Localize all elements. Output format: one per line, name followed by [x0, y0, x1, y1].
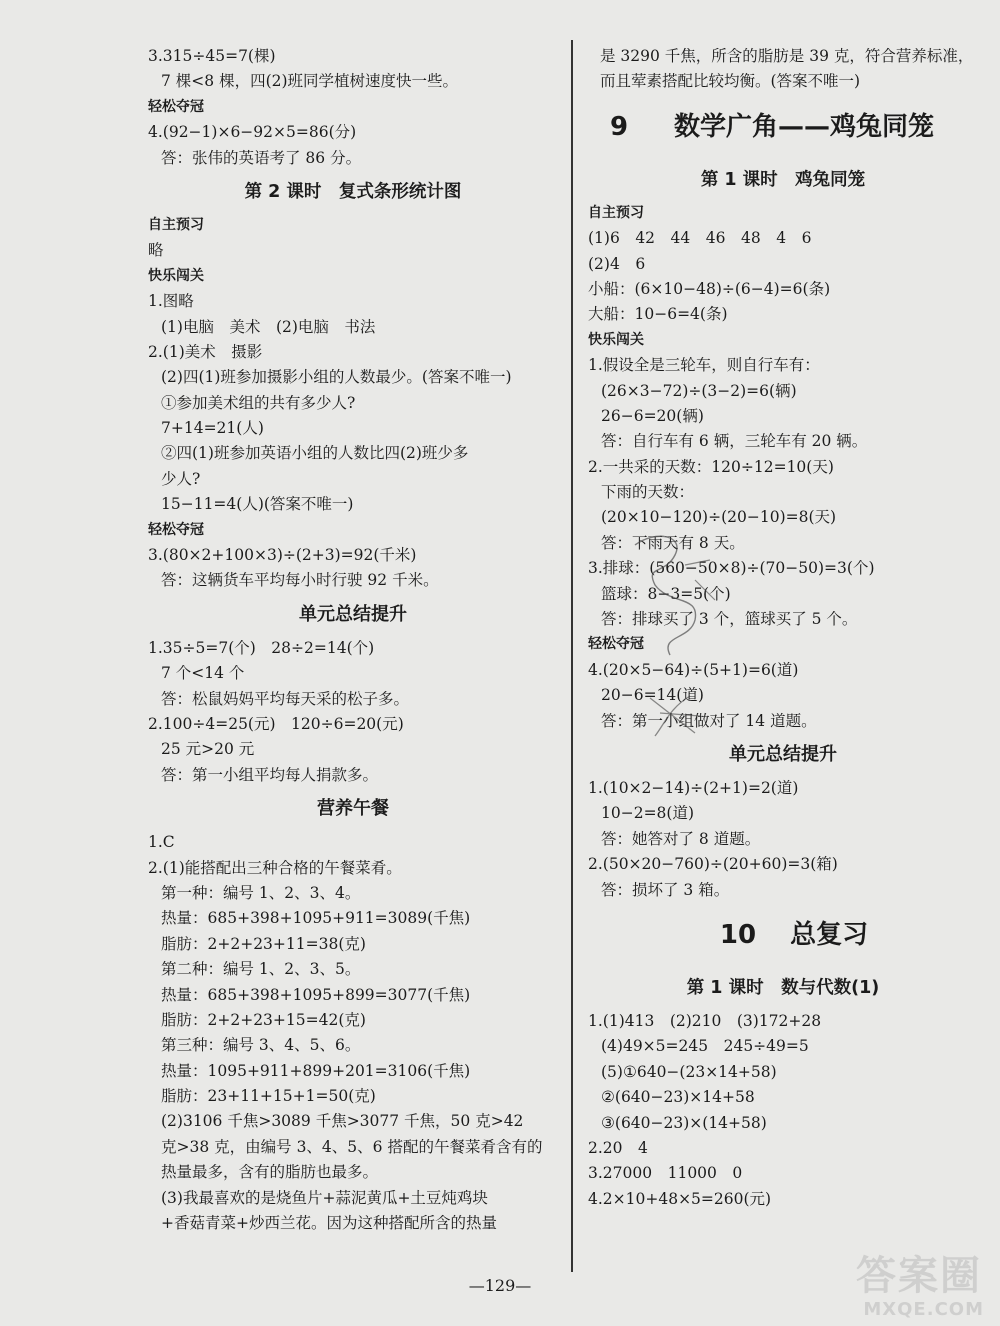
answer-line: 1.C — [148, 833, 175, 852]
page-number: —129— — [468, 1276, 532, 1295]
answer-line: 2.20 4 — [588, 1138, 648, 1157]
answer-line: ②四(1)班参加英语小组的人数比四(2)班少多 — [161, 444, 469, 463]
section-label: 轻松夺冠 — [148, 521, 204, 538]
answer-line: 7 个<14 个 — [161, 664, 245, 683]
answer-line: 热量：1095+911+899+201=3106(千焦) — [161, 1061, 471, 1080]
answer-line: 大船：10−6=4(条) — [588, 305, 728, 324]
answer-line: 10−2=8(道) — [601, 804, 695, 823]
answer-line: 2.(50×20−760)÷(20+60)=3(箱) — [588, 855, 838, 874]
answer-line: 下雨的天数： — [601, 483, 695, 502]
chapter-heading — [588, 95, 978, 159]
answer-line: (2)四(1)班参加摄影小组的人数最少。(答案不唯一) — [161, 368, 512, 387]
answer-line: 脂肪：23+11+15+1=50(克) — [161, 1087, 376, 1106]
answer-line: 而且荤素搭配比较均衡。(答案不唯一) — [600, 72, 861, 91]
answer-line: 小船：(6×10−48)÷(6−4)=6(条) — [588, 279, 831, 298]
answer-line: (26×3−72)÷(3−2)=6(辆) — [601, 381, 797, 400]
answer-line: 略 — [148, 241, 164, 260]
answer-line: 1.35÷5=7(个) 28÷2=14(个) — [148, 638, 375, 657]
answer-line: 脂肪：2+2+23+15=42(克) — [161, 1010, 366, 1029]
answer-line: 答：第一小组平均每人捐款多。 — [161, 765, 379, 784]
answer-line: 少人? — [161, 469, 201, 488]
answer-line: 第二种：编号 1、2、3、5。 — [161, 960, 361, 979]
answer-line: 热量最多，含有的脂肪也最多。 — [161, 1163, 379, 1182]
answer-line: ②(640−23)×14+58 — [601, 1088, 755, 1107]
watermark-site: MXQE.COM — [863, 1299, 984, 1320]
answer-line: ③(640−23)×(14+58) — [601, 1113, 767, 1132]
answer-line: 答：排球买了 3 个，篮球买了 5 个。 — [601, 610, 858, 629]
answer-line: 热量：685+398+1095+899=3077(千焦) — [161, 985, 471, 1004]
answer-line: 克>38 克，由编号 3、4、5、6 搭配的午餐菜肴含有的 — [161, 1137, 543, 1156]
answer-line: 热量：685+398+1095+911=3089(千焦) — [161, 909, 471, 928]
answer-line: ①参加美术组的共有多少人? — [161, 393, 356, 412]
answer-line: 4.(92−1)×6−92×5=86(分) — [148, 123, 357, 142]
answer-line: 1.(1)413 (2)210 (3)172+28 — [588, 1011, 822, 1030]
answer-line: 答：这辆货车平均每小时行驶 92 千米。 — [161, 571, 439, 590]
answer-line: 答：她答对了 8 道题。 — [601, 829, 761, 848]
answer-line: 1.图略 — [148, 292, 194, 311]
answer-line: (1)6 42 44 46 48 4 6 — [588, 229, 812, 248]
answer-line: (4)49×5=245 245÷49=5 — [601, 1037, 809, 1056]
answer-line: 3.315÷45=7(棵) — [148, 47, 276, 65]
unit-heading: 营养午餐 — [317, 798, 389, 820]
answer-line: (20×10−120)÷(20−10)=8(天) — [601, 508, 837, 527]
answer-line: 26−6=20(辆) — [601, 406, 704, 425]
answer-line: 25 元>20 元 — [161, 740, 255, 759]
chapter-title: 数学广角——鸡兔同笼 — [674, 111, 935, 142]
answer-line: 脂肪：2+2+23+11=38(克) — [161, 934, 366, 953]
answer-line: 答：自行车有 6 辆，三轮车有 20 辆。 — [601, 432, 868, 451]
answer-line: (3)我最喜欢的是烧鱼片+蒜泥黄瓜+土豆炖鸡块 — [161, 1188, 488, 1207]
left-column — [148, 44, 558, 1236]
answer-line: 答：损坏了 3 箱。 — [601, 880, 730, 899]
section-label: 轻松夺冠 — [588, 636, 644, 653]
watermark-logo-text: 答案圈 — [856, 1253, 982, 1299]
answer-line: 答：下雨天有 8 天。 — [601, 533, 745, 552]
section-label: 快乐闯关 — [148, 267, 204, 284]
answer-line: 第三种：编号 3、4、5、6。 — [161, 1036, 361, 1055]
answer-line: 3.排球：(560−50×8)÷(70−50)=3(个) — [588, 559, 875, 578]
pen-scribble-1 — [615, 525, 735, 665]
answer-line: (2)4 6 — [588, 254, 646, 273]
answer-line: 答：松鼠妈妈平均每天采的松子多。 — [161, 689, 410, 708]
section-label: 自主预习 — [588, 204, 644, 221]
watermark-logo — [828, 1244, 988, 1320]
chapter-title: 总复习 — [790, 919, 869, 950]
answer-line: 2.(1)能搭配出三种合格的午餐菜肴。 — [148, 858, 402, 877]
answer-line: (1)电脑 美术 (2)电脑 书法 — [161, 317, 376, 336]
answer-line: 20−6=14(道) — [601, 686, 704, 705]
answer-line: 3.27000 11000 0 — [588, 1164, 743, 1183]
answer-line: 4.(20×5−64)÷(5+1)=6(道) — [588, 660, 799, 679]
section-label: 轻松夺冠 — [148, 98, 204, 115]
answer-line: 3.(80×2+100×3)÷(2+3)=92(千米) — [148, 546, 417, 565]
answer-line: (2)3106 千焦>3089 千焦>3077 千焦，50 克>42 — [161, 1112, 524, 1131]
chapter-number: 9 — [610, 111, 629, 142]
pen-scribble-2 — [640, 688, 710, 743]
answer-line: 答：张伟的英语考了 86 分。 — [161, 148, 362, 167]
unit-heading: 单元总结提升 — [729, 743, 837, 765]
lesson-heading: 第 1 课时 鸡兔同笼 — [700, 169, 866, 190]
answer-line: 2.100÷4=25(元) 120÷6=20(元) — [148, 714, 404, 733]
answer-line: 1.(10×2−14)÷(2+1)=2(道) — [588, 778, 799, 797]
lesson-heading: 第 2 课时 复式条形统计图 — [244, 181, 462, 202]
answer-line: 1.假设全是三轮车，则自行车有： — [588, 356, 820, 375]
answer-line: 第一种：编号 1、2、3、4。 — [161, 883, 361, 902]
answer-line: 7+14=21(人) — [161, 419, 264, 438]
answer-line: +香菇青菜+炒西兰花。因为这种搭配所含的热量 — [161, 1214, 497, 1233]
answer-line: 篮球：8−3=5(个) — [601, 584, 731, 603]
answer-line: 答：第一小组做对了 14 道题。 — [601, 711, 817, 730]
chapter-number: 10 — [719, 919, 757, 950]
answer-line: 4.2×10+48×5=260(元) — [588, 1189, 772, 1208]
lesson-heading: 第 1 课时 数与代数(1) — [686, 977, 880, 998]
chapter-heading — [588, 903, 978, 967]
answer-line: 是 3290 千焦，所含的脂肪是 39 克，符合营养标准， — [600, 47, 974, 65]
answer-line: 2.(1)美术 摄影 — [148, 342, 263, 361]
answer-line: 15−11=4(人)(答案不唯一) — [161, 495, 354, 514]
section-label: 快乐闯关 — [588, 331, 644, 348]
answer-line: 7 棵<8 棵，四(2)班同学植树速度快一些。 — [161, 72, 459, 91]
answer-line: (5)①640−(23×14+58) — [601, 1062, 777, 1081]
column-divider — [571, 40, 573, 1272]
section-label: 自主预习 — [148, 216, 204, 233]
unit-heading: 单元总结提升 — [299, 603, 407, 625]
answer-line: 2.一共采的天数：120÷12=10(天) — [588, 457, 834, 476]
